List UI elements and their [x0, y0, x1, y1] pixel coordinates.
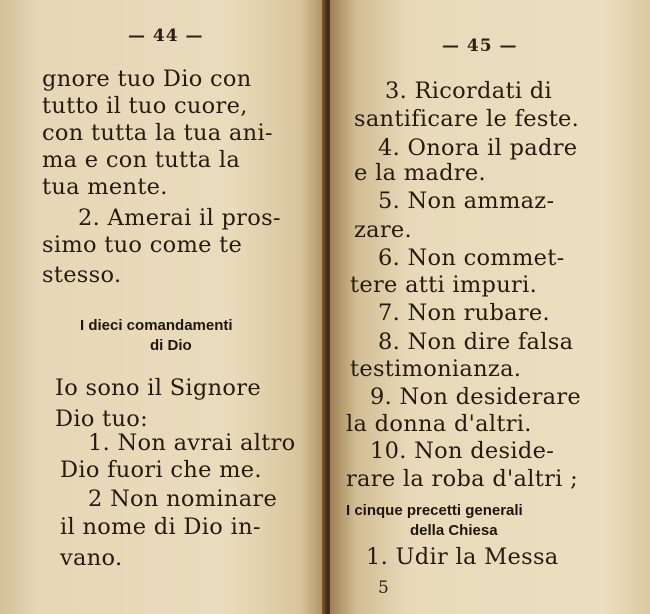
- text-line: tere atti impuri.: [350, 272, 538, 298]
- text-line: gnore tuo Dio con: [42, 66, 252, 92]
- text-line: e la madre.: [354, 160, 486, 186]
- text-line: Dio tuo:: [55, 406, 148, 432]
- text-line: ma e con tutta la: [42, 147, 241, 173]
- text-line: il nome di Dio in-: [60, 514, 261, 540]
- text-line: stesso.: [42, 262, 122, 288]
- text-line: vano.: [60, 545, 123, 571]
- text-line: tutto il tuo cuore,: [42, 93, 248, 119]
- section-heading: I dieci comandamenti: [80, 317, 233, 334]
- text-line: Io sono il Signore: [55, 375, 261, 401]
- signature-mark: 5: [378, 578, 389, 598]
- text-line: 2 Non nominare: [88, 486, 278, 512]
- text-line: 1. Non avrai altro: [88, 430, 296, 456]
- text-line: simo tuo come te: [42, 232, 243, 258]
- text-line: 3. Ricordati di: [385, 78, 552, 104]
- text-line: Dio fuori che me.: [60, 457, 262, 483]
- text-line: la donna d'altri.: [346, 411, 532, 437]
- text-line: 1. Udir la Messa: [366, 544, 559, 570]
- right-page: [330, 0, 650, 614]
- text-line: tua mente.: [42, 174, 168, 200]
- text-line: 6. Non commet-: [378, 245, 565, 271]
- page-number: — 44 —: [128, 26, 204, 46]
- text-line: 4. Onora il padre: [378, 135, 578, 161]
- section-heading: di Dio: [150, 337, 192, 354]
- text-line: 10. Non deside-: [370, 438, 555, 464]
- text-line: 5. Non ammaz-: [378, 188, 555, 214]
- text-line: testimonianza.: [350, 356, 522, 382]
- text-line: con tutta la tua ani-: [42, 120, 273, 146]
- text-line: 8. Non dire falsa: [378, 329, 574, 355]
- text-line: 2. Amerai il pros-: [78, 205, 281, 231]
- section-heading: I cinque precetti generali: [346, 502, 523, 519]
- text-line: zare.: [354, 217, 412, 243]
- section-heading: della Chiesa: [410, 522, 498, 539]
- text-line: rare la roba d'altri ;: [346, 466, 578, 492]
- page-number: — 45 —: [442, 36, 518, 56]
- text-line: 7. Non rubare.: [378, 300, 550, 326]
- text-line: 9. Non desiderare: [370, 384, 582, 410]
- text-line: santificare le feste.: [354, 106, 580, 132]
